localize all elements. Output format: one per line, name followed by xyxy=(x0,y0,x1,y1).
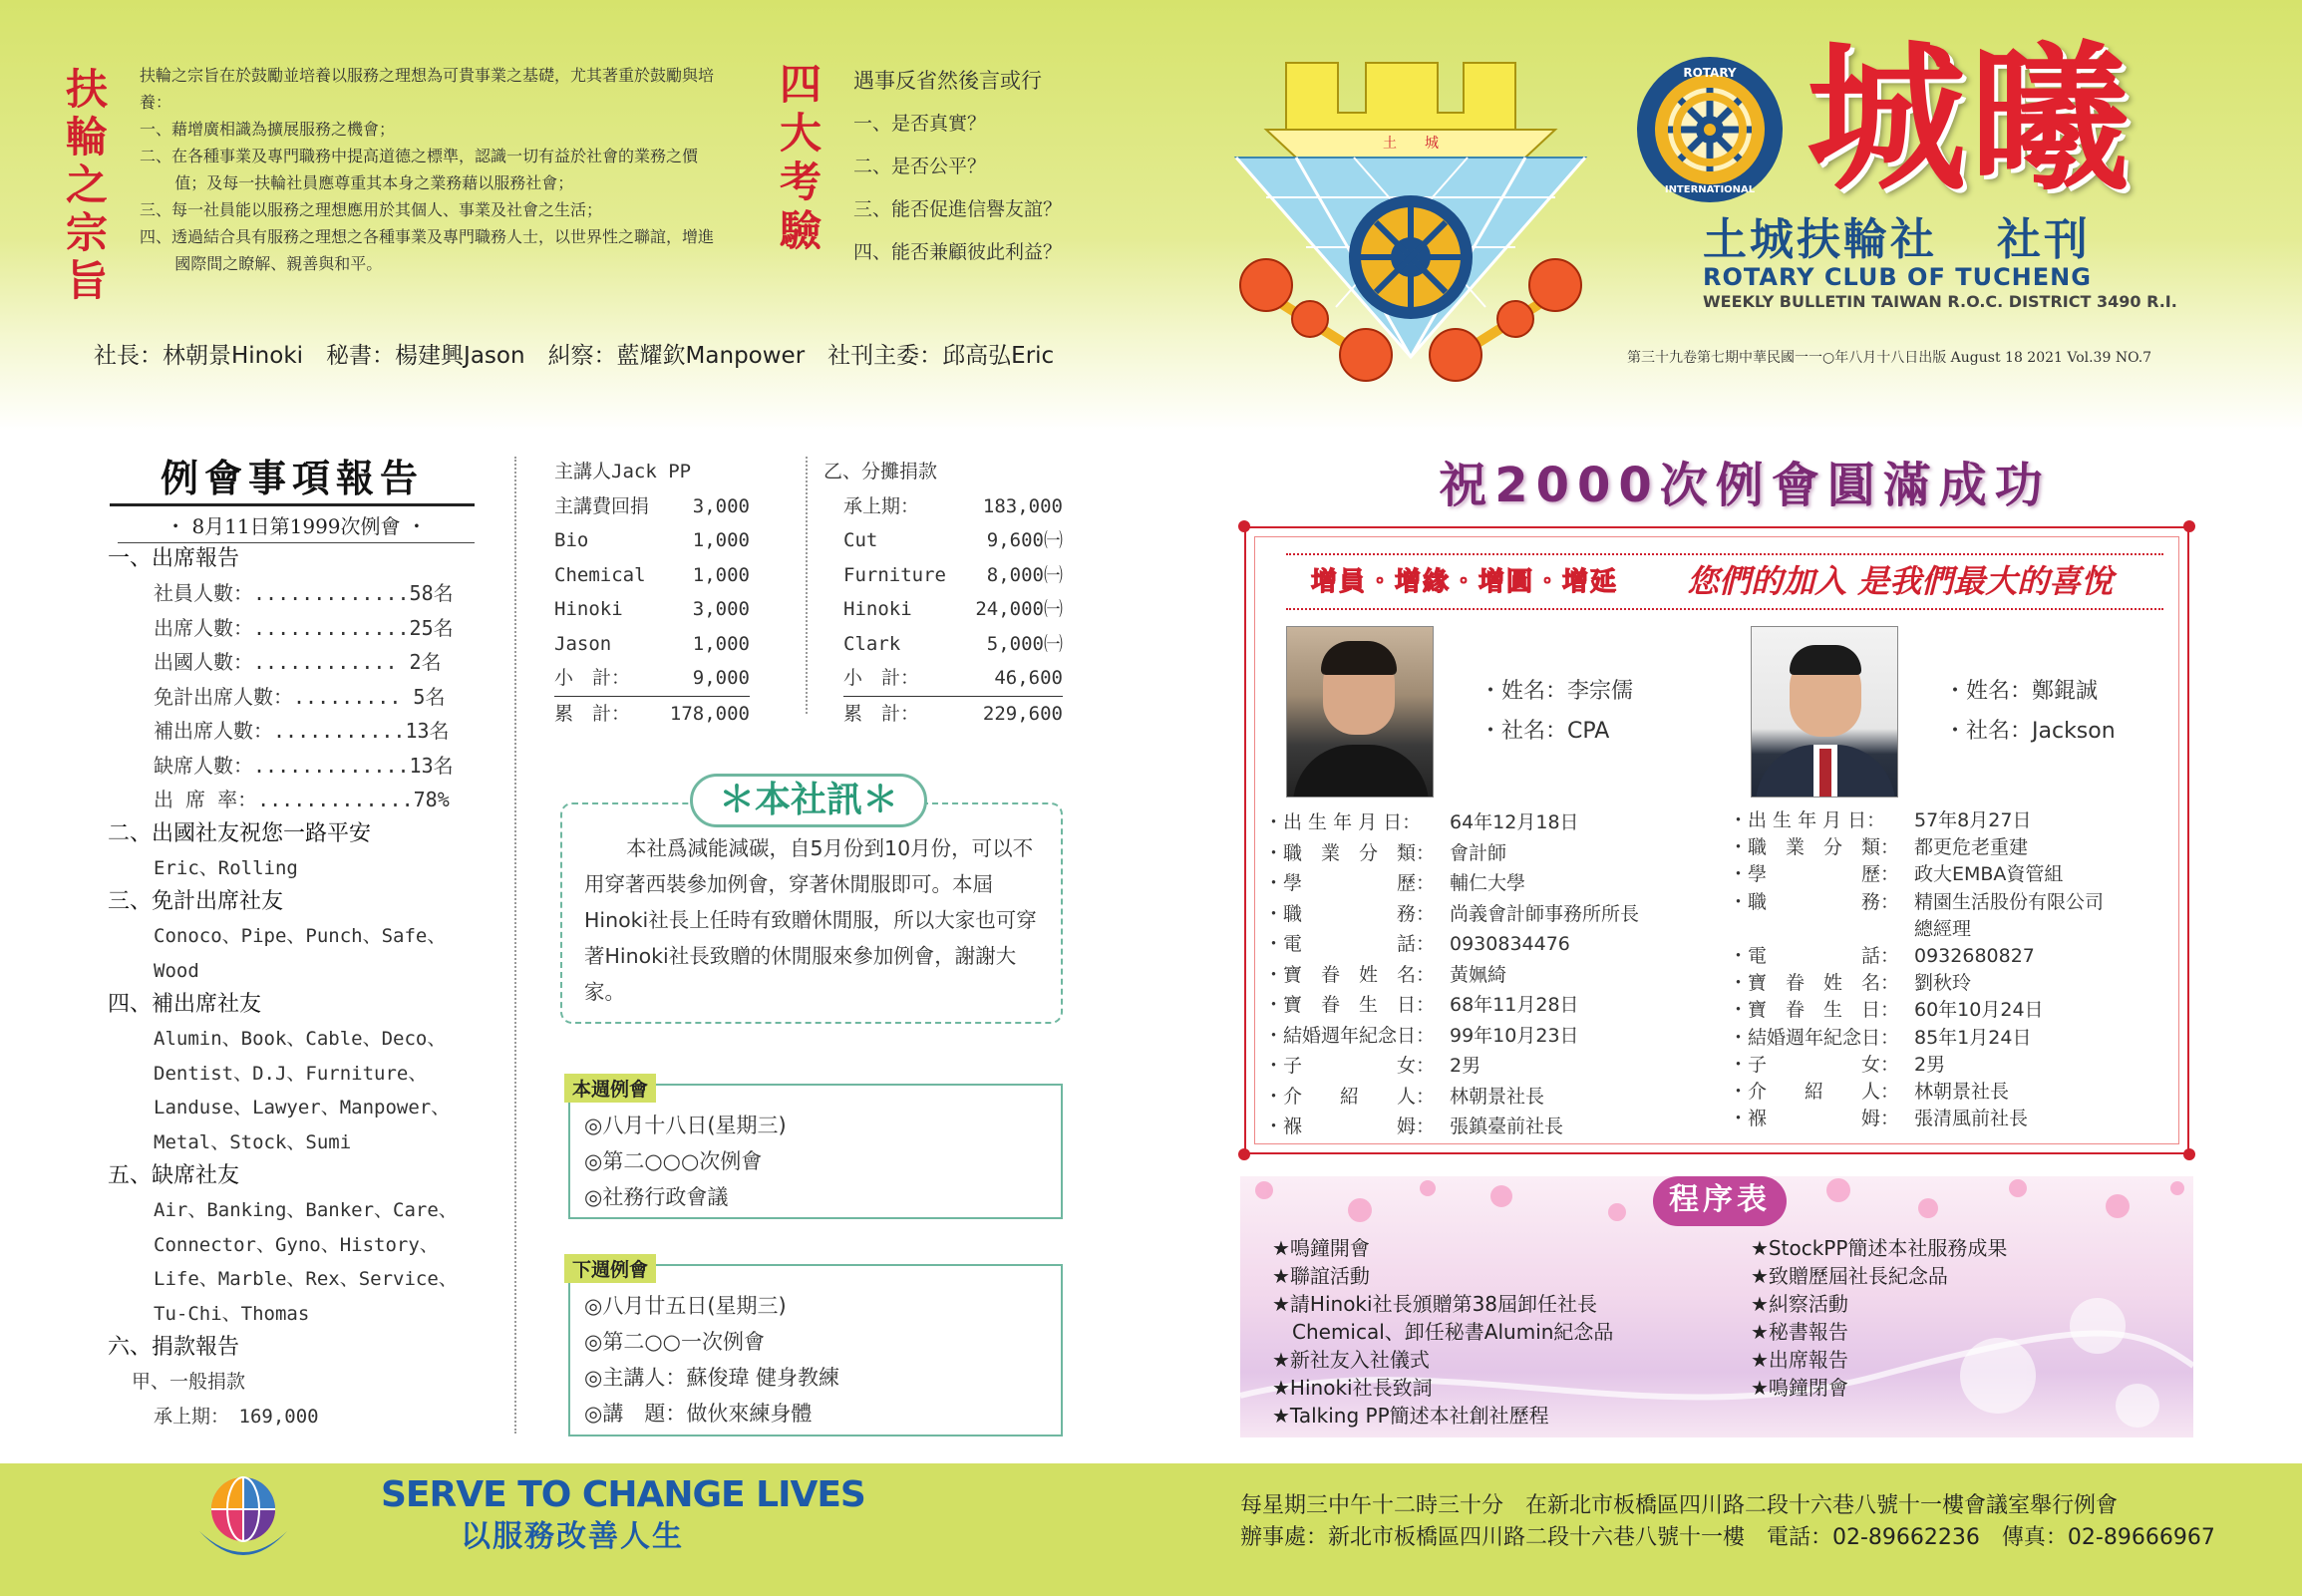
donation-carry: 承上期： 169,000 xyxy=(154,1405,319,1428)
next-week-box xyxy=(568,1259,1063,1436)
title-char: 四 xyxy=(779,60,822,109)
field-value: 張清風前社長 xyxy=(1914,1108,2029,1130)
report-body xyxy=(108,542,496,1434)
title-char: 驗 xyxy=(779,206,822,255)
donor-name: Jason xyxy=(554,632,612,655)
this-week-title: 本週例會 xyxy=(564,1074,656,1103)
globe-hands-icon xyxy=(195,1469,291,1565)
frame-dot xyxy=(2183,520,2195,532)
col2-title: 乙、分攤捐款 xyxy=(823,461,938,482)
program-item: ★秘書報告 xyxy=(1751,1320,1848,1344)
donor-name: Chemical xyxy=(554,563,646,586)
field-label: ・寶 眷 生 日： xyxy=(1264,994,1436,1016)
masthead-title: 城曦 xyxy=(1807,26,2135,212)
purpose-text xyxy=(140,62,728,277)
field-value: 85年1月24日 xyxy=(1914,1026,2032,1049)
donation-general: 甲、一般捐款 xyxy=(132,1371,246,1393)
serve-slogan-cn: 以服務改善人生 xyxy=(461,1519,684,1554)
program-item: ★鳴鐘閉會 xyxy=(1751,1376,1848,1400)
badge-top-text: ROTARY xyxy=(1683,66,1737,80)
donor-name: 小 計： xyxy=(843,667,920,689)
member-field xyxy=(1729,1106,2177,1132)
field-value: 99年10月23日 xyxy=(1450,1024,1579,1047)
program-item: ★鳴鐘開會 xyxy=(1272,1236,1370,1260)
field-label: ・介 紹 人： xyxy=(1264,1085,1436,1108)
field-value: 都更危老重建 xyxy=(1914,836,2029,859)
donation-divider xyxy=(806,457,808,714)
donor-amount: 5,000㈠ xyxy=(986,632,1063,655)
this-week-box xyxy=(568,1079,1063,1219)
frame-dot xyxy=(1238,520,1250,532)
member-field xyxy=(1264,1082,1713,1113)
donor-amount: 1,000 xyxy=(692,563,750,586)
attendance-item: 社員人數：.............58名 xyxy=(154,581,454,605)
field-value: 總經理 xyxy=(1914,917,1972,940)
program-item: ★Hinoki社長致詞 xyxy=(1272,1376,1433,1400)
field-label: ・職 務： xyxy=(1264,902,1436,925)
member-field xyxy=(1729,889,2177,916)
makeup-line: Metal、Stock、Sumi xyxy=(154,1130,352,1153)
field-label xyxy=(1729,916,1914,943)
absent-heading: 五、缺席社友 xyxy=(108,1163,240,1188)
field-label: ・學 歷： xyxy=(1729,863,1900,886)
program-item: ★StockPP簡述本社服務成果 xyxy=(1751,1236,2008,1260)
donor-name: Hinoki xyxy=(554,598,623,620)
field-value: 政大EMBA資管組 xyxy=(1914,863,2064,886)
makeup-line: Landuse、Lawyer、Manpower、 xyxy=(154,1097,451,1118)
field-label: ・學 歷： xyxy=(1264,872,1436,894)
field-label: ・出 生 年 月 日： xyxy=(1729,809,1886,831)
member-1-heading xyxy=(1480,672,1633,752)
donation-row xyxy=(843,523,1063,558)
slogan-right: 您們的加入 是我們最大的喜悅 xyxy=(1687,562,2114,600)
field-label: ・褓 姆： xyxy=(1264,1116,1436,1137)
member-field xyxy=(1729,807,2177,834)
field-label: ・出 生 年 月 日： xyxy=(1264,811,1422,833)
issue-line: 第三十九卷第七期中華民國一一○年八月十八日出版 August 18 2021 Vol.39 NO.7 xyxy=(1627,350,2152,366)
field-label: ・職 業 分 類： xyxy=(1264,841,1436,864)
field-value: 2男 xyxy=(1450,1055,1481,1077)
field-value: 尚義會計師事務所所長 xyxy=(1450,902,1640,925)
attendance-item: 免計出席人數：......... 5名 xyxy=(154,684,446,709)
member-field xyxy=(1264,1021,1713,1052)
meeting-item: ◎八月十八日(星期三) xyxy=(584,1114,787,1137)
meeting-item: ◎講 題：做伙來練身體 xyxy=(584,1402,813,1426)
meeting-item: ◎主講人：蘇俊瑋 健身教練 xyxy=(584,1366,839,1390)
donation-row xyxy=(843,558,1063,593)
serve-slogan-en: SERVE TO CHANGE LIVES xyxy=(381,1474,865,1515)
program-item: ★聯誼活動 xyxy=(1272,1264,1370,1288)
field-label: ・子 女： xyxy=(1729,1053,1900,1076)
program-title: 程序表 xyxy=(1653,1176,1787,1226)
four-way-test-title-text xyxy=(776,60,825,255)
donor-amount: 183,000 xyxy=(982,494,1063,517)
four-way-test-item: 三、能否促進信譽友誼？ xyxy=(853,198,1063,220)
donation-col-1 xyxy=(554,455,750,731)
program-left-list xyxy=(1272,1234,1701,1430)
member-field xyxy=(1729,1079,2177,1106)
member-1-details xyxy=(1264,807,1713,1142)
absent-line: Air、Banking、Banker、Care、 xyxy=(154,1199,458,1221)
club-name-en: ROTARY CLUB OF TUCHENG xyxy=(1703,263,2092,291)
title-char: 之 xyxy=(65,160,108,209)
meeting-item: ◎第二○○一次例會 xyxy=(584,1330,765,1354)
donor-amount: 8,000㈠ xyxy=(986,563,1063,586)
donation-heading: 六、捐款報告 xyxy=(108,1335,240,1360)
bulletin-label: 社刊 xyxy=(1997,214,2091,265)
field-value: 0932680827 xyxy=(1914,945,2035,968)
donation-subtotal xyxy=(843,661,1063,697)
member-field xyxy=(1729,970,2177,997)
col1-title: 主講人Jack PP xyxy=(554,461,692,482)
program-item: ★致贈歷屆社長紀念品 xyxy=(1751,1264,1948,1288)
field-label: ・寶 眷 姓 名： xyxy=(1264,963,1436,986)
donation-total xyxy=(554,697,750,732)
meeting-item: ◎八月廿五日(星期三) xyxy=(584,1294,787,1318)
club-name-cn-text: 土城扶輪社 xyxy=(1703,214,1937,265)
member-2-heading xyxy=(1944,672,2116,752)
attendance-list xyxy=(108,576,496,817)
program-right-list xyxy=(1751,1234,2179,1402)
donor-name: 小 計： xyxy=(554,667,631,689)
bulletin-subtitle: WEEKLY BULLETIN TAIWAN R.O.C. DISTRICT 3490 R.I. xyxy=(1703,292,2177,311)
donor-name: Furniture xyxy=(843,563,946,586)
donation-row xyxy=(554,523,750,558)
news-title: ＊本社訊＊ xyxy=(690,774,927,827)
exempt-list xyxy=(108,919,496,988)
member-photo xyxy=(1286,626,1434,798)
attendance-item: 補出席人數：...........13名 xyxy=(154,719,450,743)
member-field xyxy=(1264,1112,1713,1142)
field-value: 張鎮臺前社長 xyxy=(1450,1116,1564,1137)
four-way-test-title xyxy=(776,60,825,255)
member-field xyxy=(1729,943,2177,970)
donor-amount: 46,600 xyxy=(994,667,1063,689)
field-value: 60年10月24日 xyxy=(1914,999,2044,1022)
exempt-heading: 三、免計出席社友 xyxy=(108,889,284,914)
member-field xyxy=(1264,1051,1713,1082)
title-char: 大 xyxy=(779,109,822,158)
field-label: ・子 女： xyxy=(1264,1055,1436,1077)
donor-amount: 178,000 xyxy=(669,702,750,725)
purpose-item: 二、在各種事業及專門職務中提高道德之標準，認識一切有益於社會的業務之價值；及每一扶輪社員應尊重其本身之業務藉以服務社會； xyxy=(140,147,699,192)
member-2-nick: ・社名：Jackson xyxy=(1944,719,2116,744)
purpose-intro: 扶輪之宗旨在於鼓勵並培養以服務之理想為可貴事業之基礎，尤其著重於鼓勵與培養： xyxy=(140,66,715,112)
absent-list xyxy=(108,1193,496,1331)
donor-amount: 24,000㈠ xyxy=(975,598,1063,620)
field-value: 57年8月27日 xyxy=(1914,809,2032,831)
exempt-line: Conoco、Pipe、Punch、Safe、 xyxy=(154,925,447,947)
news-body: 本社爲減能減碳，自5月份到10月份，可以不用穿著西裝參加例會，穿著休閒服即可。本屆Hinoki社長上任時有致贈休閒服，所以大家也可穿著Hinoki社長致贈的休閒服來參加例會，謝謝大家。 xyxy=(584,836,1037,1004)
field-label: ・結婚週年紀念日： xyxy=(1729,1026,1900,1049)
purpose-item: 一、藉增廣相識為擴展服務之機會； xyxy=(140,120,396,139)
rotary-wheel-icon xyxy=(1635,55,1785,204)
report-date: ・ 8月11日第1999次例會 ・ xyxy=(118,510,475,543)
column-divider xyxy=(514,457,516,1434)
donation-total xyxy=(843,697,1063,732)
field-label: ・介 紹 人： xyxy=(1729,1081,1900,1104)
member-field xyxy=(1264,868,1713,899)
member-field xyxy=(1264,929,1713,960)
program-item: ★糾察活動 xyxy=(1751,1292,1848,1316)
title-char: 輪 xyxy=(65,113,108,161)
makeup-line: Dentist、D.J、Furniture、 xyxy=(154,1062,428,1085)
meeting-item: ◎社務行政會議 xyxy=(584,1185,729,1209)
abroad-heading: 二、出國社友祝您一路平安 xyxy=(108,820,372,846)
member-field xyxy=(1264,990,1713,1021)
member-1-name: ・姓名：李宗儒 xyxy=(1480,679,1634,704)
frame-dot xyxy=(2183,1148,2195,1160)
donation-row xyxy=(843,627,1063,662)
donor-amount: 3,000 xyxy=(692,494,750,517)
col2-rows xyxy=(823,489,1063,732)
field-value: 黃姵綺 xyxy=(1450,963,1507,986)
donation-row xyxy=(843,592,1063,627)
member-field xyxy=(1264,899,1713,930)
donation-col-2 xyxy=(823,455,1063,731)
this-week-list xyxy=(584,1108,1061,1215)
title-char: 宗 xyxy=(65,208,108,257)
title-char: 考 xyxy=(779,158,822,206)
purpose-item: 四、透過結合具有服務之理想之各種事業及專門職務人士，以世界性之聯誼，增進國際間之瞭解、親善與和平。 xyxy=(140,227,715,273)
slogan-bottom-rule xyxy=(1286,608,2163,610)
program-item: ★請Hinoki社長頒贈第38屆卸任社長 xyxy=(1272,1292,1598,1316)
donation-row xyxy=(554,592,750,627)
donor-amount: 229,600 xyxy=(982,702,1063,725)
member-field xyxy=(1264,960,1713,991)
purpose-title xyxy=(62,66,112,305)
title-char: 扶 xyxy=(65,65,108,114)
club-name-cn xyxy=(1703,213,2091,267)
donor-name: Bio xyxy=(554,529,589,551)
member-field xyxy=(1729,834,2177,861)
member-field xyxy=(1729,916,2177,943)
field-value: 會計師 xyxy=(1450,841,1507,864)
report-title: 例會事項報告 xyxy=(110,454,475,506)
four-way-test-item: 一、是否真實？ xyxy=(853,113,987,135)
donor-amount: 1,000 xyxy=(692,632,750,655)
field-value: 林朝景社長 xyxy=(1914,1081,2010,1104)
donation-row xyxy=(554,558,750,593)
attendance-item: 出 席 率：.............78% xyxy=(154,788,450,811)
donation-row xyxy=(554,627,750,662)
field-label: ・寶 眷 姓 名： xyxy=(1729,972,1900,995)
attendance-heading: 一、出席報告 xyxy=(108,546,240,571)
officers-line: 社長：林朝景Hinoki 秘書：楊建興Jason 糾察：藍耀欽Manpower 社刊主委：邱高弘Eric xyxy=(94,343,1055,369)
attendance-item: 出國人數：............ 2名 xyxy=(154,650,442,674)
field-value: 林朝景社長 xyxy=(1450,1085,1545,1108)
title-char: 旨 xyxy=(65,256,108,305)
makeup-line: Alumin、Book、Cable、Deco、 xyxy=(154,1028,447,1050)
absent-line: Life、Marble、Rex、Service、 xyxy=(154,1268,458,1290)
member-field xyxy=(1729,997,2177,1024)
four-way-test-intro: 遇事反省然後言或行 xyxy=(853,69,1042,93)
col1-rows xyxy=(554,489,750,732)
frame-dot xyxy=(1238,1148,1250,1160)
donation-subtotal xyxy=(554,661,750,697)
donor-name: 主講費回捐 xyxy=(554,494,650,517)
program-item: Chemical、卸任秘書Alumin紀念品 xyxy=(1272,1320,1614,1344)
next-week-list xyxy=(584,1288,1061,1432)
donation-row xyxy=(554,489,750,524)
field-label: ・職 業 分 類： xyxy=(1729,836,1900,859)
four-way-test-items xyxy=(853,103,1182,274)
absent-line: Tu-Chi、Thomas xyxy=(154,1302,310,1325)
news-box xyxy=(560,802,1063,1024)
member-field xyxy=(1729,861,2177,888)
member-field xyxy=(1264,807,1713,838)
member-2-details xyxy=(1729,807,2177,1132)
badge-bottom-text: INTERNATIONAL xyxy=(1664,184,1756,195)
makeup-heading: 四、補出席社友 xyxy=(108,992,262,1017)
field-value: 0930834476 xyxy=(1450,933,1570,955)
member-photo xyxy=(1751,626,1898,798)
donor-name: 承上期： xyxy=(843,494,920,517)
donor-amount: 3,000 xyxy=(692,598,750,620)
donor-name: Cut xyxy=(843,529,878,551)
absent-line: Connector、Gyno、History、 xyxy=(154,1233,439,1256)
field-value: 精園生活股份有限公司 xyxy=(1914,890,2105,913)
four-way-test xyxy=(853,60,1182,274)
office-info: 辦事處：新北市板橋區四川路二段十六巷八號十一樓 電話：02-89662236 傳真：02-89666967 xyxy=(1240,1525,2215,1550)
meeting-info: 每星期三中午十二時三十分 在新北市板橋區四川路二段十六巷八號十一樓會議室舉行例會 xyxy=(1240,1493,2119,1518)
field-value: 64年12月18日 xyxy=(1450,811,1579,833)
field-label: ・結婚週年紀念日： xyxy=(1264,1024,1436,1047)
purpose-title-text xyxy=(62,66,112,305)
program-item: ★出席報告 xyxy=(1751,1348,1848,1372)
member-field xyxy=(1729,1025,2177,1052)
makeup-list xyxy=(108,1022,496,1159)
member-field xyxy=(1729,1052,2177,1079)
member-1-nick: ・社名：CPA xyxy=(1480,719,1610,744)
donor-name: Clark xyxy=(843,632,901,655)
field-value: 2男 xyxy=(1914,1053,1946,1076)
gem-label: 土 城 xyxy=(1383,136,1439,152)
donor-amount: 9,600㈠ xyxy=(986,529,1063,551)
four-way-test-item: 四、能否兼顧彼此利益？ xyxy=(853,241,1063,263)
donor-amount: 1,000 xyxy=(692,529,750,551)
abroad-text: Eric、Rolling xyxy=(154,856,298,879)
member-field xyxy=(1264,838,1713,869)
program-item: ★Talking PP簡述本社創社歷程 xyxy=(1272,1404,1549,1428)
field-label: ・褓 姆： xyxy=(1729,1108,1900,1130)
field-label: ・電 話： xyxy=(1729,945,1900,968)
donor-name: 累 計： xyxy=(554,702,631,725)
exempt-line: Wood xyxy=(154,959,199,982)
donor-amount: 9,000 xyxy=(692,667,750,689)
four-way-test-item: 二、是否公平？ xyxy=(853,156,987,177)
next-week-title: 下週例會 xyxy=(564,1254,656,1283)
field-value: 劉秋玲 xyxy=(1914,972,1972,995)
celebration-title: 祝2000次例會圓滿成功 xyxy=(1439,458,2051,513)
slogan-left: 增員・增緣・增圓・增延 xyxy=(1311,567,1619,597)
donation-row xyxy=(843,489,1063,524)
field-label: ・電 話： xyxy=(1264,933,1436,955)
purpose-item: 三、每一社員能以服務之理想應用於其個人、事業及社會之生活； xyxy=(140,200,603,219)
attendance-item: 出席人數：.............25名 xyxy=(154,615,454,640)
field-label: ・寶 眷 生 日： xyxy=(1729,999,1900,1022)
member-2-name: ・姓名：鄭錕誠 xyxy=(1944,679,2099,704)
field-label: ・職 務： xyxy=(1729,890,1900,913)
meeting-item: ◎第二○○○次例會 xyxy=(584,1149,763,1173)
attendance-item: 缺席人數：.............13名 xyxy=(154,753,454,778)
field-value: 68年11月28日 xyxy=(1450,994,1579,1016)
field-value: 輔仁大學 xyxy=(1450,872,1526,894)
tucheng-gem-logo xyxy=(1226,58,1605,387)
program-item: ★新社友入社儀式 xyxy=(1272,1348,1430,1372)
donor-name: 累 計： xyxy=(843,702,920,725)
donor-name: Hinoki xyxy=(843,598,912,620)
slogan-top-rule xyxy=(1286,553,2163,555)
purpose-items xyxy=(140,116,728,277)
